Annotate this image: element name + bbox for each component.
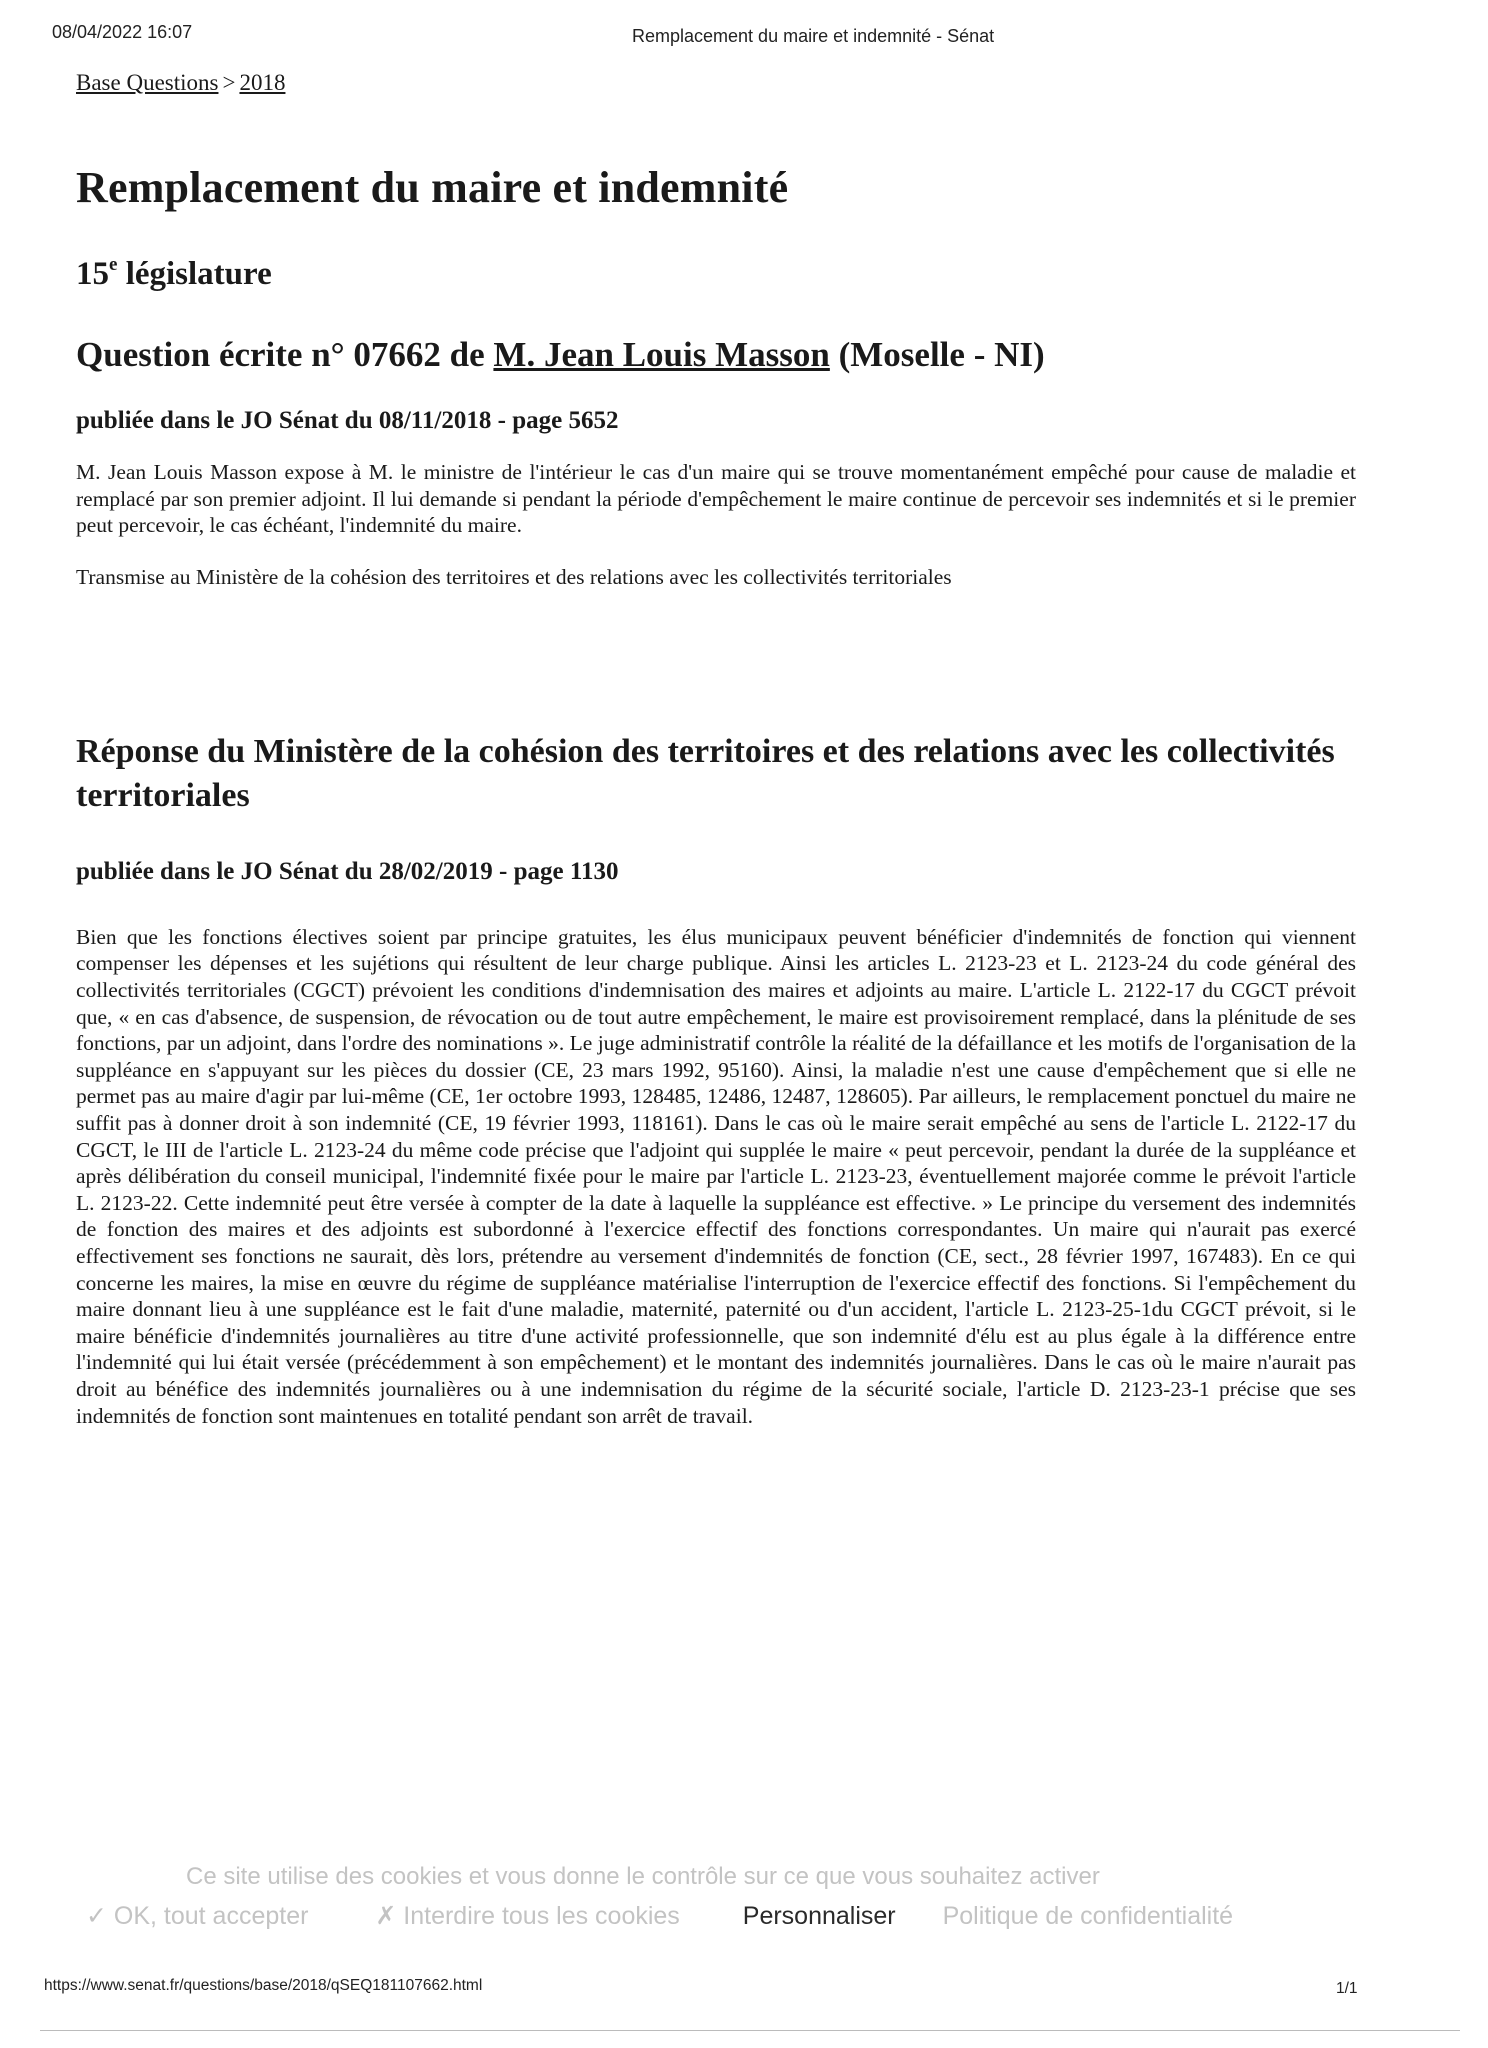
legislature-label: législature bbox=[125, 256, 272, 293]
print-footer bbox=[44, 1977, 1488, 2001]
breadcrumb-separator: > bbox=[222, 70, 236, 95]
privacy-policy-link[interactable]: Politique de confidentialité bbox=[942, 1902, 1234, 1930]
scan-edge-line bbox=[40, 2030, 1460, 2031]
question-author-link[interactable]: M. Jean Louis Masson bbox=[493, 335, 830, 375]
cookie-accept-button[interactable]: ✓ OK, tout accepter bbox=[86, 1902, 309, 1930]
print-datetime: 08/04/2022 16:07 bbox=[52, 22, 193, 42]
breadcrumb-link-year[interactable]: 2018 bbox=[239, 70, 286, 95]
print-url: https://www.senat.fr/questions/base/2018/qSEQ181107662.html bbox=[44, 1977, 483, 1994]
breadcrumb-link-base-questions[interactable]: Base Questions bbox=[76, 70, 219, 95]
cookie-actions bbox=[86, 1901, 1233, 1931]
question-heading bbox=[76, 335, 1356, 375]
response-text: Bien que les fonctions électives soient par principe gratuites, les élus municipaux peuvent bénéficier d'indemnités de fonction qui viennent compenser les dépenses et les sujétions qui résultent de leur charge publique. Ainsi les articles L. 2123-23 et L. 2123-24 du code général des collectivités territoriales (CGCT) prévoient les conditions d'indemnisation des maires et adjoints au maire. L'article L. 2122-17 du CGCT prévoit que, « en cas d'absence, de suspension, de révocation ou de tout autre empêchement, le maire est provisoirement remplacé, dans la plénitude de ses fonctions, par un adjoint, dans l'ordre des nominations ». Le juge administratif contrôle la réalité de la défaillance et les motifs de l'organisation de la suppléance en s'appuyant sur les pièces du dossier (CE, 23 mars 1992, 95160). Ainsi, la maladie n'est une cause d'empêchement que si elle ne permet pas au maire d'agir par lui-même (CE, 1er octobre 1993, 128485, 12486, 12487, 128605). Par ailleurs, le remplacement ponctuel du maire ne suffit pas à donner droit à son indemnité (CE, 19 février 1993, 118161). Dans le cas où le maire serait empêché au sens de l'article L. 2122-17 du CGCT, le III de l'article L. 2123-24 du même code précise que l'adjoint qui supplée le maire « peut percevoir, pendant la durée de la suppléance et après délibération du conseil municipal, l'indemnité fixée pour le maire par l'article L. 2123-23, éventuellement majorée comme le prévoit l'article L. 2123-22. Cette indemnité peut être versée à compter de la date à laquelle la suppléance est effective. » Le principe du versement des indemnités de fonction des maires et des adjoints est subordonné à l'exercice effectif des fonctions correspondantes. Un maire qui n'aurait pas exercé effectivement ses fonctions ne saurait, dès lors, prétendre au versement d'indemnités de fonction (CE, sect., 28 février 1997, 167483). En ce qui concerne les maires, la mise en œuvre du régime de suppléance matérialise l'interruption de l'exercice effectif des fonctions. Si l'empêchement du maire donnant lieu à une suppléance est le fait d'une maladie, maternité, paternité ou d'un accident, l'article L. 2123-25-1du CGCT prévoit, si le maire bénéficie d'indemnités journalières au titre d'une activité professionnelle, que son indemnité d'élu est au plus égale à la différence entre l'indemnité qui lui était versée (précédemment à son empêchement) et le montant des indemnités journalières. Dans le cas où le maire n'aurait pas droit au bénéfice des indemnités journalières ou à une indemnisation du régime de la sécurité sociale, l'article D. 2123-23-1 précise que ses indemnités de fonction sont maintenues en totalité pendant son arrêt de travail. bbox=[76, 924, 1356, 1428]
response-heading: Réponse du Ministère de la cohésion des territoires et des relations avec les collectivités territoriales bbox=[76, 732, 1335, 814]
main-content bbox=[76, 70, 1356, 1429]
cookie-message: Ce site utilise des cookies et vous donne le contrôle sur ce que vous souhaitez activer bbox=[186, 1863, 1100, 1890]
question-transmitted: Transmise au Ministère de la cohésion des territoires et des relations avec les collectivités territoriales bbox=[76, 564, 952, 589]
legislature-heading bbox=[76, 254, 1356, 293]
page-title: Remplacement du maire et indemnité bbox=[76, 163, 789, 212]
cookie-deny-button[interactable]: ✗ Interdire tous les cookies bbox=[375, 1902, 680, 1930]
print-page-title: Remplacement du maire et indemnité - Sénat bbox=[632, 26, 995, 46]
breadcrumb bbox=[76, 70, 1356, 96]
legislature-number: 15 bbox=[76, 256, 109, 293]
question-text: M. Jean Louis Masson expose à M. le ministre de l'intérieur le cas d'un maire qui se trouve momentanément empêché pour cause de maladie et remplacé par son premier adjoint. Il lui demande si pendant la période d'empêchement le maire continue de percevoir ses indemnités et si le premier peut percevoir, le cas échéant, l'indemnité du maire. bbox=[76, 460, 1356, 538]
cookie-banner bbox=[0, 1855, 1488, 1935]
print-page-number: 1/1 bbox=[1336, 1980, 1358, 1997]
cookie-customize-button[interactable]: Personnaliser bbox=[742, 1902, 896, 1930]
question-publication: publiée dans le JO Sénat du 08/11/2018 - page 5652 bbox=[76, 407, 619, 435]
response-publication: publiée dans le JO Sénat du 28/02/2019 - page 1130 bbox=[76, 857, 619, 885]
legislature-sup: e bbox=[109, 254, 118, 276]
question-affiliation: (Moselle - NI) bbox=[838, 335, 1045, 375]
question-prefix: Question écrite n° 07662 de bbox=[76, 335, 485, 375]
print-header bbox=[52, 22, 1408, 46]
